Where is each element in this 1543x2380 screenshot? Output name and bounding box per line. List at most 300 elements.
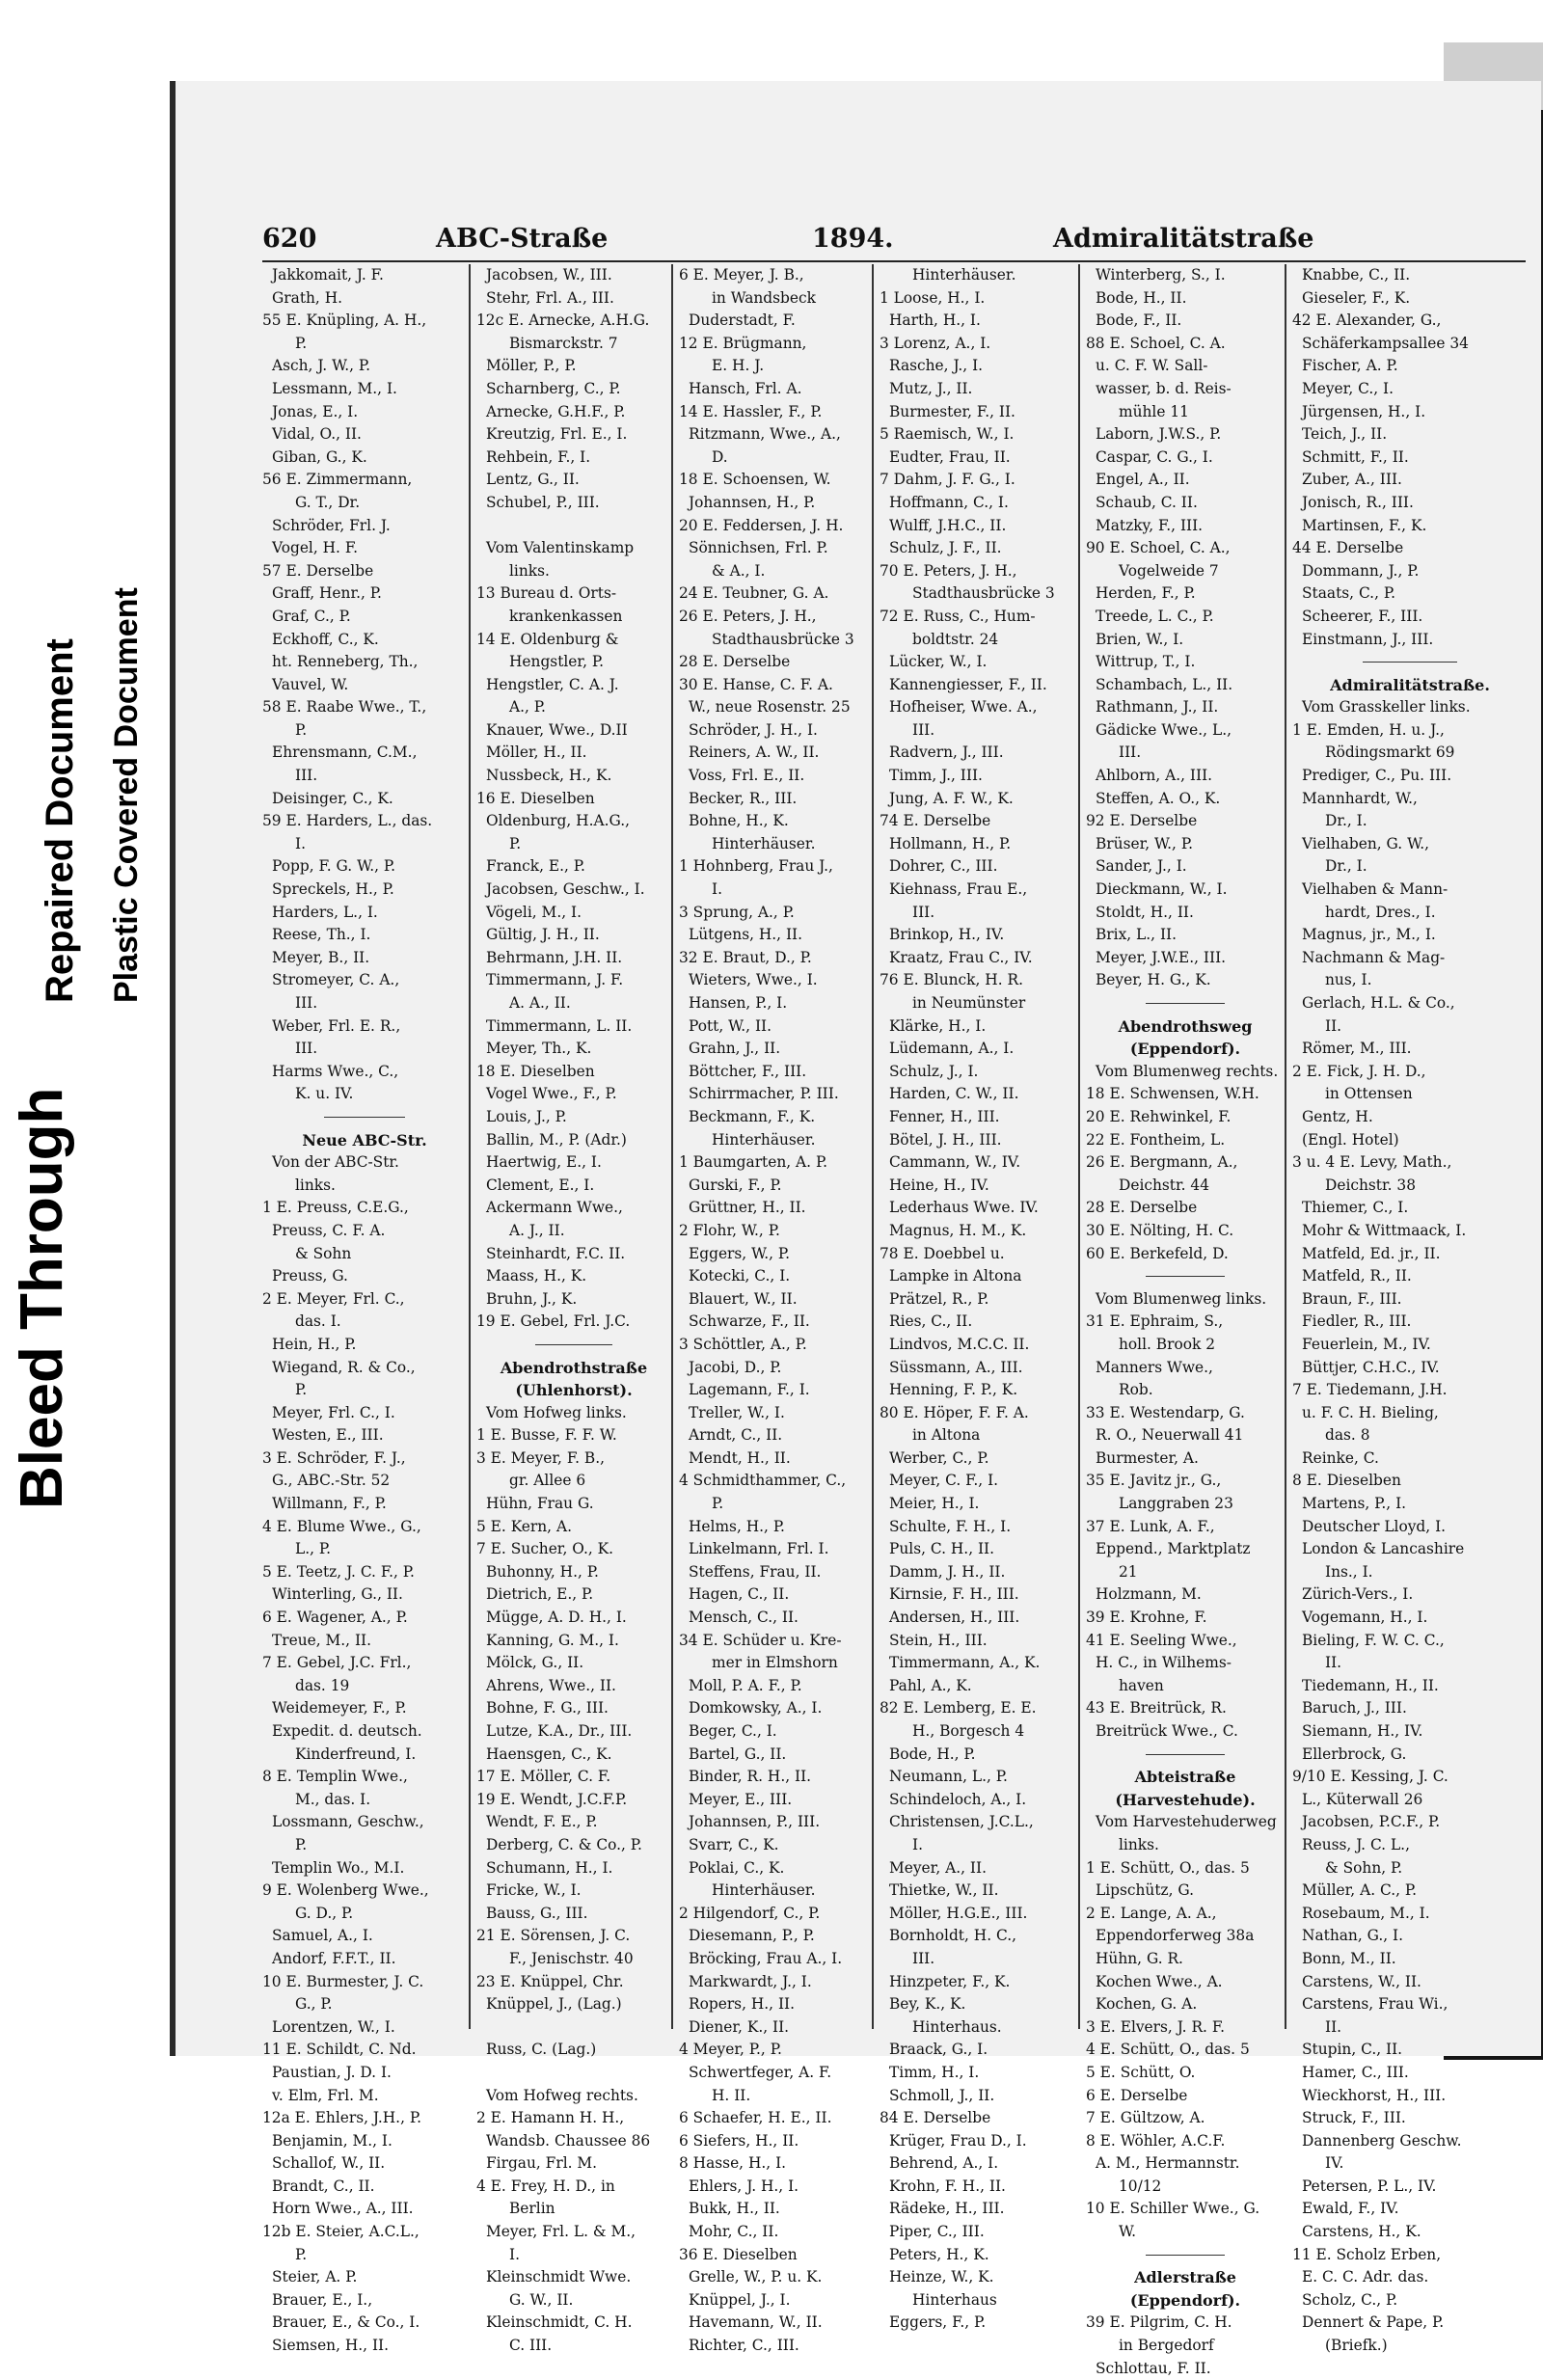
- directory-entry: Brandt, C., II.: [272, 2177, 375, 2195]
- directory-entry: Hoffmann, C., I.: [889, 493, 1009, 511]
- directory-entry: G., P.: [295, 1995, 333, 2014]
- directory-entry: 20 E. Rehwinkel, F.: [1086, 1107, 1232, 1125]
- directory-entry: Derberg, C. & Co., P.: [486, 1835, 642, 1853]
- directory-entry: E. H. J.: [712, 357, 765, 375]
- directory-entry: A., P.: [509, 698, 546, 717]
- directory-entry: Willmann, F., P.: [272, 1495, 387, 1513]
- directory-entry: 55 E. Knüpling, A. H.,: [262, 311, 427, 330]
- directory-entry: Gieseler, F., K.: [1302, 288, 1411, 307]
- directory-entry: D.: [712, 447, 728, 466]
- directory-entry: Rasche, J., I.: [889, 357, 984, 375]
- directory-entry: Harden, C. W., II.: [889, 1085, 1019, 1103]
- directory-entry: Expedit. d. deutsch.: [272, 1722, 422, 1740]
- blank-line: [476, 2016, 671, 2040]
- directory-entry: 30 E. Nölting, H. C.: [1086, 1221, 1234, 1239]
- directory-entry: Meyer, E., III.: [689, 1790, 793, 1808]
- directory-entry: Dommann, J., P.: [1302, 561, 1420, 580]
- directory-entry: Hinterhäuser.: [912, 266, 1016, 284]
- directory-entry: L., P.: [295, 1540, 332, 1558]
- directory-entry: H. II.: [712, 2086, 751, 2104]
- directory-entry: Büttjer, C.H.C., IV.: [1302, 1358, 1440, 1376]
- directory-entry: Havemann, W., II.: [689, 2313, 823, 2332]
- directory-entry: Wulff, J.H.C., II.: [889, 516, 1007, 534]
- directory-entry: Gerlach, H.L. & Co.,: [1302, 994, 1455, 1012]
- directory-entry: Prätzel, R., P.: [889, 1289, 989, 1308]
- directory-entry: Winterling, G., II.: [272, 1585, 403, 1604]
- directory-entry: Mügge, A. D. H., I.: [486, 1609, 627, 1627]
- directory-entry: Diesemann, P., P.: [689, 1927, 815, 1945]
- directory-entry: Sander, J., I.: [1096, 857, 1187, 876]
- directory-entry: Radvern, J., III.: [889, 744, 1004, 762]
- directory-entry: Laborn, J.W.S., P.: [1096, 425, 1222, 444]
- directory-entry: Lüdemann, A., I.: [889, 1040, 1015, 1058]
- directory-entry: 10 E. Schiller Wwe., G.: [1086, 2200, 1260, 2218]
- directory-entry: Bötel, J. H., III.: [889, 1130, 1002, 1149]
- directory-entry: 2 E. Meyer, Frl. C.,: [262, 1289, 405, 1308]
- directory-entry: I.: [912, 1835, 923, 1853]
- directory-entry: Dohrer, C., III.: [889, 857, 998, 876]
- directory-entry: 56 E. Zimmermann,: [262, 471, 413, 489]
- directory-entry: Timm, H., I.: [889, 2063, 980, 2081]
- directory-entry: Schmitt, F., II.: [1302, 447, 1409, 466]
- directory-entry: Mutz, J., II.: [889, 379, 973, 397]
- directory-entry: Timmermann, A., K.: [889, 1654, 1041, 1672]
- directory-entry: Herden, F., P.: [1096, 584, 1196, 603]
- directory-entry: Rehbein, F., I.: [486, 447, 591, 466]
- directory-entry: W.: [1119, 2223, 1137, 2241]
- directory-entry: P.: [295, 1381, 308, 1399]
- directory-entry: Kreutzig, Frl. E., I.: [486, 425, 628, 444]
- directory-entry: Böttcher, F., III.: [689, 1062, 807, 1080]
- directory-entry: 4 E. Blume Wwe., G.,: [262, 1517, 421, 1535]
- directory-entry: Krohn, F. H., II.: [889, 2177, 1006, 2195]
- directory-entry: Grelle, W., P. u. K.: [689, 2268, 823, 2286]
- directory-entry: Brüser, W., P.: [1096, 834, 1193, 852]
- directory-entry: Henning, F. P., K.: [889, 1381, 1018, 1399]
- directory-entry: Ahlborn, A., III.: [1096, 767, 1213, 785]
- directory-entry: Eppend., Marktplatz: [1096, 1540, 1251, 1558]
- bleed-through-label: Bleed Through: [9, 1087, 75, 1509]
- directory-entry: Cammann, W., IV.: [889, 1153, 1021, 1172]
- directory-entry: Hinterhäuser.: [712, 1130, 816, 1149]
- directory-entry: Braack, G., I.: [889, 2041, 988, 2059]
- directory-entry: K. u. IV.: [295, 1085, 354, 1103]
- directory-entry: 5 E. Schütt, O.: [1086, 2063, 1196, 2081]
- directory-entry: 72 E. Russ, C., Hum-: [880, 607, 1036, 625]
- directory-entry: III.: [912, 1949, 935, 1967]
- directory-entry: Schallof, W., II.: [272, 2154, 386, 2173]
- directory-entry: 12c E. Arnecke, A.H.G.: [476, 311, 650, 330]
- directory-entry: Voss, Frl. E., II.: [689, 767, 805, 785]
- directory-entry: Lossmann, Geschw.,: [272, 1813, 424, 1831]
- directory-entry: Eggers, W., P.: [689, 1244, 791, 1262]
- directory-entry: 82 E. Lemberg, E. E.: [880, 1699, 1037, 1717]
- directory-entry: Lütgens, H., II.: [689, 926, 803, 944]
- directory-entry: Heine, H., IV.: [889, 1176, 989, 1194]
- header-left-title: ABC-Straße: [436, 224, 609, 254]
- header-right-title: Admiralitätstraße: [1053, 224, 1314, 254]
- section-heading: Adlerstraße: [1134, 2268, 1236, 2287]
- directory-entry: Zuber, A., III.: [1302, 471, 1402, 489]
- directory-entry: Hengstler, P.: [509, 653, 604, 671]
- section-heading: (Eppendorf).: [1129, 2290, 1241, 2310]
- directory-entry: Ellerbrock, G.: [1302, 1744, 1407, 1763]
- directory-entry: Eppendorferweg 38a: [1096, 1927, 1255, 1945]
- directory-entry: Magnus, H. M., K.: [889, 1221, 1027, 1239]
- directory-entry: Diener, K., II.: [689, 2017, 790, 2036]
- directory-entry: Russ, C. (Lag.): [486, 2041, 597, 2059]
- directory-entry: Bauss, G., III.: [486, 1904, 588, 1922]
- directory-entry: 12b E. Steier, A.C.L.,: [262, 2223, 420, 2241]
- directory-entry: Bruhn, J., K.: [486, 1289, 578, 1308]
- directory-entry: Bismarckstr. 7: [509, 334, 618, 352]
- directory-entry: Linkelmann, Frl. I.: [689, 1540, 829, 1558]
- directory-entry: Pahl, A., K.: [889, 1676, 972, 1694]
- directory-entry: F., Jenischstr. 40: [509, 1949, 634, 1967]
- directory-entry: Giban, G., K.: [272, 447, 367, 466]
- directory-entry: Ritzmann, Wwe., A.,: [689, 425, 841, 444]
- directory-entry: Möller, H.G.E., III.: [889, 1904, 1028, 1922]
- directory-entry: P.: [295, 334, 308, 352]
- directory-entry: Meyer, Th., K.: [486, 1040, 592, 1058]
- directory-entry: Ins., I.: [1325, 1562, 1373, 1581]
- directory-entry: 3 Lorenz, A., I.: [880, 334, 991, 352]
- directory-entry: Deichstr. 38: [1325, 1176, 1417, 1194]
- section-heading: Abteistraße: [1134, 1768, 1236, 1787]
- directory-entry: Hamer, C., III.: [1302, 2063, 1409, 2081]
- directory-entry: in Bergedorf: [1119, 2337, 1214, 2355]
- directory-entry: Jacobsen, Geschw., I.: [486, 880, 645, 899]
- directory-entry: Kleinschmidt, C. H.: [486, 2313, 633, 2332]
- section-heading: Abendrothstraße: [500, 1358, 648, 1377]
- directory-entry: Steffens, Frau, II.: [689, 1562, 822, 1581]
- directory-entry: Lagemann, F., I.: [689, 1381, 810, 1399]
- directory-entry: 33 E. Westendarp, G.: [1086, 1403, 1245, 1421]
- directory-entry: Kochen Wwe., A.: [1096, 1972, 1223, 1990]
- directory-entry: Horn Wwe., A., III.: [272, 2200, 414, 2218]
- directory-entry: ht. Renneberg, Th.,: [272, 653, 419, 671]
- directory-entry: 41 E. Seeling Wwe.,: [1086, 1631, 1237, 1649]
- directory-entry: 76 E. Blunck, H. R.: [880, 971, 1023, 989]
- directory-entry: Vom Harvestehuderweg: [1096, 1813, 1277, 1831]
- directory-entry: Schwarze, F., II.: [689, 1312, 810, 1331]
- directory-entry: Louis, J., P.: [486, 1107, 567, 1125]
- directory-entry: 37 E. Lunk, A. F.,: [1086, 1517, 1215, 1535]
- directory-entry: das. I.: [295, 1312, 341, 1331]
- directory-entry: Einstmann, J., III.: [1302, 630, 1434, 648]
- directory-entry: Rödingsmarkt 69: [1325, 744, 1455, 762]
- directory-entry: Franck, E., P.: [486, 857, 585, 876]
- directory-entry: 31 E. Ephraim, S.,: [1086, 1312, 1224, 1331]
- directory-entry: Johannsen, P., III.: [689, 1813, 821, 1831]
- directory-entry: 23 E. Knüppel, Chr.: [476, 1972, 624, 1990]
- directory-entry: III.: [1119, 744, 1142, 762]
- directory-entry: II.: [1325, 2017, 1342, 2036]
- directory-entry: Mendt, H., II.: [689, 1448, 791, 1467]
- section-rule: [1086, 992, 1285, 1015]
- directory-entry: 3 E. Schröder, F. J.,: [262, 1448, 406, 1467]
- directory-entry: Templin Wo., M.I.: [272, 1858, 405, 1877]
- directory-entry: Kannengiesser, F., II.: [889, 675, 1047, 693]
- directory-entry: Pott, W., II.: [689, 1016, 772, 1035]
- directory-entry: Vom Grasskeller links.: [1302, 698, 1471, 717]
- directory-entry: Burmester, A.: [1096, 1448, 1199, 1467]
- directory-entry: Schröder, Frl. J.: [272, 516, 391, 534]
- directory-entry: 39 E. Krohne, F.: [1086, 1609, 1207, 1627]
- directory-entry: 70 E. Peters, J. H.,: [880, 561, 1017, 580]
- directory-entry: mer in Elmshorn: [712, 1654, 838, 1672]
- plastic-covered-document-label: Plastic Covered Document: [108, 587, 145, 1003]
- directory-entry: L., Küterwall 26: [1302, 1790, 1423, 1808]
- directory-entry: Reinke, C.: [1302, 1448, 1379, 1467]
- directory-entry: Markwardt, J., I.: [689, 1972, 812, 1990]
- directory-entry: Matfeld, Ed. jr., II.: [1302, 1244, 1441, 1262]
- directory-entry: Feuerlein, M., IV.: [1302, 1335, 1431, 1353]
- directory-entry: 12 E. Brügmann,: [679, 334, 807, 352]
- directory-entry: 4 E. Frey, H. D., in: [476, 2177, 615, 2195]
- directory-entry: Schröder, J. H., I.: [689, 720, 818, 739]
- directory-entry: links.: [295, 1176, 336, 1194]
- directory-entry: Winterberg, S., I.: [1096, 266, 1226, 284]
- directory-entry: R. O., Neuerwall 41: [1096, 1426, 1244, 1445]
- directory-entry: Samuel, A., I.: [272, 1927, 373, 1945]
- directory-entry: Grahn, J., II.: [689, 1040, 781, 1058]
- directory-entry: Gentz, H.: [1302, 1107, 1373, 1125]
- directory-entry: Firgau, Frl. M.: [486, 2154, 598, 2173]
- directory-entry: Stadthausbrücke 3: [712, 630, 854, 648]
- directory-entry: C. III.: [509, 2337, 553, 2355]
- directory-entry: das. 8: [1325, 1426, 1370, 1445]
- directory-entry: Schambach, L., II.: [1096, 675, 1233, 693]
- columns-container: [262, 264, 1526, 2377]
- directory-entry: H. C., in Wilhems-: [1096, 1654, 1232, 1672]
- directory-entry: Möller, P., P.: [486, 357, 577, 375]
- directory-entry: Vogemann, H., I.: [1302, 1609, 1428, 1627]
- directory-entry: Vom Hofweg links.: [486, 1403, 627, 1421]
- directory-entry: G. D., P.: [295, 1904, 354, 1922]
- directory-entry: hardt, Dres., I.: [1325, 903, 1436, 921]
- section-heading: Admiralitätstraße.: [1330, 675, 1490, 694]
- directory-entry: Benjamin, M., I.: [272, 2131, 393, 2150]
- directory-entry: Steinhardt, F.C. II.: [486, 1244, 626, 1262]
- directory-entry: Kleinschmidt Wwe.: [486, 2268, 632, 2286]
- directory-entry: Langgraben 23: [1119, 1495, 1233, 1513]
- section-heading: (Eppendorf).: [1129, 1040, 1241, 1059]
- directory-entry: Schäferkampsallee 34: [1302, 334, 1469, 352]
- section-rule: [1086, 2244, 1285, 2267]
- directory-entry: Vielhaben & Mann-: [1302, 880, 1448, 899]
- directory-entry: Brinkop, H., IV.: [889, 926, 1005, 944]
- directory-entry: 20 E. Feddersen, J. H.: [679, 516, 844, 534]
- directory-entry: Stromeyer, C. A.,: [272, 971, 400, 989]
- directory-entry: Engel, A., II.: [1096, 471, 1190, 489]
- directory-entry: 18 E. Schwensen, W.H.: [1086, 1085, 1259, 1103]
- directory-entry: 2 E. Fick, J. H. D.,: [1292, 1062, 1426, 1080]
- directory-entry: links.: [509, 561, 550, 580]
- directory-entry: 28 E. Derselbe: [1086, 1199, 1198, 1217]
- directory-entry: Wendt, F. E., P.: [486, 1813, 598, 1831]
- directory-entry: 92 E. Derselbe: [1086, 812, 1198, 830]
- directory-entry: Oldenburg, H.A.G.,: [486, 812, 631, 830]
- directory-entry: Hinterhäuser.: [712, 834, 816, 852]
- directory-entry: A. A., II.: [509, 994, 571, 1012]
- directory-entry: 10/12: [1119, 2177, 1162, 2195]
- directory-entry: Spreckels, H., P.: [272, 880, 394, 899]
- column-3: [671, 264, 872, 2355]
- directory-entry: Gurski, F., P.: [689, 1176, 782, 1194]
- directory-entry: Hein, H., P.: [272, 1335, 357, 1353]
- page-header: [262, 224, 1526, 258]
- directory-entry: boldtstr. 24: [912, 630, 999, 648]
- directory-entry: Popp, F. G. W., P.: [272, 857, 396, 876]
- directory-entry: Schulz, J. F., II.: [889, 539, 1002, 557]
- directory-entry: Siemsen, H., II.: [272, 2337, 390, 2355]
- directory-entry: 8 E. Dieselben: [1292, 1472, 1401, 1490]
- directory-entry: 7 Dahm, J. F. G., I.: [880, 471, 1015, 489]
- directory-entry: Preuss, G.: [272, 1267, 348, 1285]
- directory-entry: Struck, F., III.: [1302, 2109, 1406, 2127]
- directory-entry: Rädeke, H., III.: [889, 2200, 1005, 2218]
- directory-entry: Vogel Wwe., F., P.: [486, 1085, 617, 1103]
- directory-entry: Schwertfeger, A. F.: [689, 2063, 832, 2081]
- directory-entry: Vidal, O., II.: [272, 425, 362, 444]
- directory-entry: Werber, C., P.: [889, 1448, 989, 1467]
- directory-entry: Behrmann, J.H. II.: [486, 948, 623, 966]
- directory-entry: Behrend, A., I.: [889, 2154, 999, 2173]
- column-5: [1078, 264, 1285, 2377]
- directory-entry: Schindeloch, A., I.: [889, 1790, 1027, 1808]
- directory-entry: Meyer, Frl. L. & M.,: [486, 2223, 636, 2241]
- directory-entry: Vogel, H. F.: [272, 539, 359, 557]
- directory-entry: Ballin, M., P. (Adr.): [486, 1130, 627, 1149]
- directory-entry: Buhonny, H., P.: [486, 1562, 599, 1581]
- directory-entry: Gädicke Wwe., L.,: [1096, 720, 1232, 739]
- directory-entry: Harders, L., I.: [272, 903, 378, 921]
- directory-entry: Ehrensmann, C.M.,: [272, 744, 418, 762]
- directory-entry: Grüttner, H., II.: [689, 1199, 806, 1217]
- directory-entry: Ropers, H., II.: [689, 1995, 796, 2014]
- directory-entry: Schmoll, J., II.: [889, 2086, 995, 2104]
- directory-entry: in Altona: [912, 1426, 981, 1445]
- directory-entry: Vom Blumenweg links.: [1096, 1289, 1267, 1308]
- directory-entry: Westen, E., III.: [272, 1426, 384, 1445]
- directory-entry: Bode, H., P.: [889, 1744, 976, 1763]
- directory-entry: 60 E. Berkefeld, D.: [1086, 1244, 1229, 1262]
- directory-entry: Blauert, W., II.: [689, 1289, 798, 1308]
- directory-entry: 3 u. 4 E. Levy, Math.,: [1292, 1153, 1452, 1172]
- directory-entry: Lessmann, M., I.: [272, 379, 397, 397]
- directory-entry: Kiehnass, Frau E.,: [889, 880, 1028, 899]
- directory-entry: Haertwig, E., I.: [486, 1153, 602, 1172]
- directory-entry: E. C. C. Adr. das.: [1302, 2268, 1429, 2286]
- directory-entry: Ackermann Wwe.,: [486, 1199, 623, 1217]
- directory-entry: Brien, W., I.: [1096, 630, 1184, 648]
- directory-entry: Hengstler, C. A. J.: [486, 675, 619, 693]
- directory-entry: Beyer, H. G., K.: [1096, 971, 1211, 989]
- directory-entry: Poklai, C., K.: [689, 1858, 785, 1877]
- directory-entry: (Briefk.): [1325, 2337, 1388, 2355]
- directory-entry: Bonn, M., II.: [1302, 1949, 1396, 1967]
- directory-entry: Deichstr. 44: [1119, 1176, 1210, 1194]
- directory-entry: Wandsb. Chaussee 86: [486, 2131, 651, 2150]
- directory-entry: Jacobi, D., P.: [689, 1358, 782, 1376]
- header-rule: [262, 260, 1526, 262]
- directory-entry: 39 E. Pilgrim, C. H.: [1086, 2313, 1232, 2332]
- directory-entry: Damm, J. H., II.: [889, 1562, 1006, 1581]
- directory-entry: Becker, R., III.: [689, 789, 798, 807]
- directory-entry: Johannsen, H., P.: [689, 493, 816, 511]
- directory-entry: Beger, C., I.: [689, 1722, 777, 1740]
- directory-entry: 80 E. Höper, F. F. A.: [880, 1403, 1029, 1421]
- directory-entry: 5 Raemisch, W., I.: [880, 425, 1015, 444]
- directory-entry: Meyer, Frl. C., I.: [272, 1403, 395, 1421]
- directory-entry: 6 E. Meyer, J. B.,: [679, 266, 804, 284]
- directory-entry: Duderstadt, F.: [689, 311, 796, 330]
- directory-entry: Fricke, W., I.: [486, 1881, 582, 1900]
- directory-entry: Neumann, L., P.: [889, 1768, 1008, 1786]
- directory-entry: Reiners, A. W., II.: [689, 744, 820, 762]
- directory-entry: 74 E. Derselbe: [880, 812, 991, 830]
- directory-entry: Rathmann, J., II.: [1096, 698, 1219, 717]
- directory-entry: Brix, L., II.: [1096, 926, 1178, 944]
- directory-entry: I.: [295, 834, 306, 852]
- directory-entry: 21 E. Sörensen, J. C.: [476, 1927, 631, 1945]
- directory-entry: u. F. C. H. Bieling,: [1302, 1403, 1439, 1421]
- directory-entry: Von der ABC-Str.: [272, 1153, 399, 1172]
- directory-entry: Vom Hofweg rechts.: [486, 2086, 638, 2104]
- directory-entry: in Wandsbeck: [712, 288, 816, 307]
- directory-entry: Jung, A. F. W., K.: [889, 789, 1014, 807]
- section-heading: (Harvestehude).: [1115, 1790, 1256, 1809]
- directory-entry: Stein, H., III.: [889, 1631, 988, 1649]
- directory-entry: Schaub, C. II.: [1096, 493, 1198, 511]
- directory-entry: Bartel, G., II.: [689, 1744, 787, 1763]
- directory-entry: Fenner, H., III.: [889, 1107, 1000, 1125]
- directory-entry: Rob.: [1119, 1381, 1153, 1399]
- directory-entry: Piper, C., III.: [889, 2223, 985, 2241]
- directory-entry: Peters, H., K.: [889, 2245, 989, 2263]
- directory-entry: Meyer, A., II.: [889, 1858, 987, 1877]
- directory-entry: 1 E. Schütt, O., das. 5: [1086, 1858, 1250, 1877]
- directory-entry: 5 E. Teetz, J. C. F., P.: [262, 1562, 415, 1581]
- directory-entry: Steier, A. P.: [272, 2268, 358, 2286]
- directory-entry: Matzky, F., III.: [1096, 516, 1204, 534]
- directory-entry: 16 E. Dieselben: [476, 789, 595, 807]
- directory-entry: Arndt, C., II.: [689, 1426, 783, 1445]
- directory-entry: krankenkassen: [509, 607, 623, 625]
- directory-entry: Römer, M., III.: [1302, 1040, 1412, 1058]
- directory-entry: gr. Allee 6: [509, 1472, 586, 1490]
- directory-entry: Brauer, E., & Co., I.: [272, 2313, 420, 2332]
- directory-entry: Kirnsie, F. H., III.: [889, 1585, 1019, 1604]
- directory-entry: Reese, Th., I.: [272, 926, 371, 944]
- directory-entry: 12a E. Ehlers, J.H., P.: [262, 2109, 421, 2127]
- header-year: 1894.: [812, 224, 894, 254]
- directory-entry: Wieckhorst, H., III.: [1302, 2086, 1447, 2104]
- directory-entry: Nussbeck, H., K.: [486, 767, 612, 785]
- directory-entry: Heinze, W., K.: [889, 2268, 994, 2286]
- directory-entry: 30 E. Hanse, C. F. A.: [679, 675, 833, 693]
- directory-entry: Eggers, F., P.: [889, 2313, 987, 2332]
- column-4: [872, 264, 1078, 2332]
- directory-entry: holl. Brook 2: [1119, 1335, 1216, 1353]
- directory-entry: 1 Hohnberg, Frau J.,: [679, 857, 833, 876]
- directory-entry: (Engl. Hotel): [1302, 1130, 1399, 1149]
- directory-entry: Bieling, F. W. C. C.,: [1302, 1631, 1445, 1649]
- directory-entry: Kotecki, C., I.: [689, 1267, 791, 1285]
- directory-entry: 8 E. Templin Wwe.,: [262, 1768, 408, 1786]
- directory-entry: in Neumünster: [912, 994, 1026, 1012]
